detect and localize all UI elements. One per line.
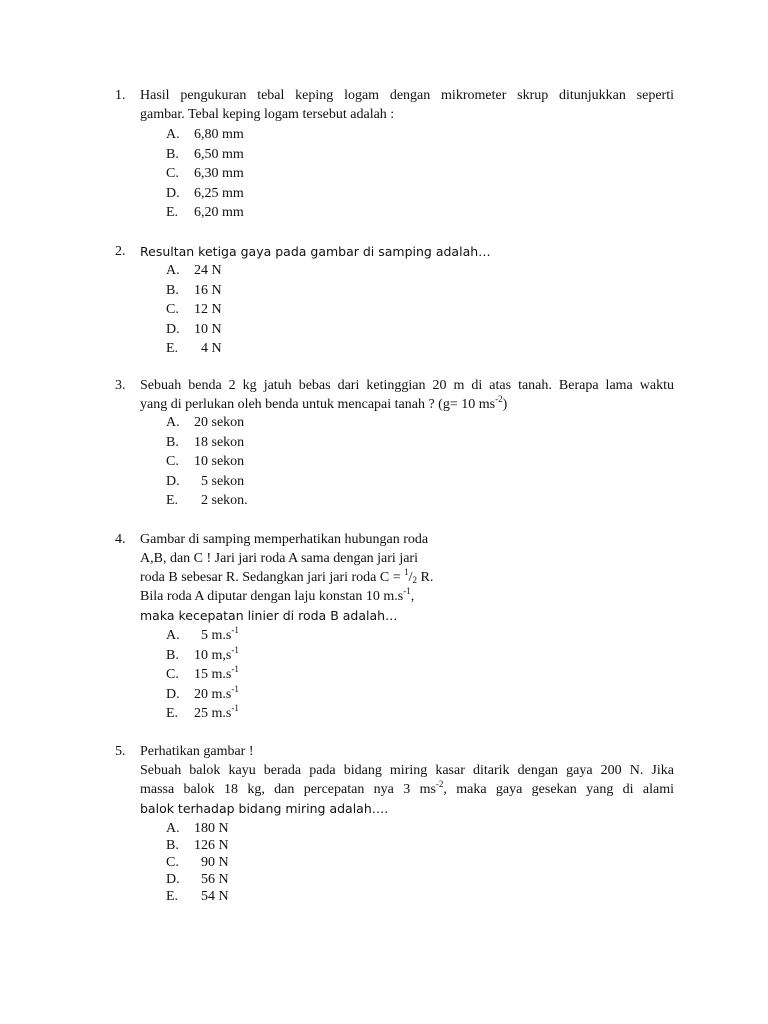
stem-line: balok terhadap bidang miring adalah…. bbox=[140, 801, 389, 816]
stem-line: massa balok 18 kg, dan percepatan nya 3 $ms^{-2}$, maka gaya gesekan yang di alami bbox=[140, 779, 674, 797]
stem-line: Sebuah benda 2 kg jatuh bebas dari ketinggian 20 m di atas tanah. Berapa lama waktu bbox=[140, 378, 674, 393]
question-stem bbox=[140, 742, 674, 818]
question-number: 5. bbox=[115, 744, 126, 759]
stem-line: maka kecepatan linier di roda B adalah… bbox=[140, 608, 398, 623]
stem-line: gambar. Tebal keping logam tersebut adalah : bbox=[140, 107, 395, 122]
question-stem bbox=[140, 530, 480, 625]
question-number: 2. bbox=[115, 244, 126, 259]
stem-line: Sebuah balok kayu berada pada bidang miring kasar ditarik dengan gaya 200 N. Jika bbox=[140, 763, 674, 778]
question-number: 3. bbox=[115, 378, 126, 393]
stem-line: Hasil pengukuran tebal keping logam dengan mikrometer skrup ditunjukkan seperti bbox=[140, 88, 674, 103]
stem-line: yang di perlukan oleh benda untuk mencapai tanah ? (g= 10 $ms^{-2}$) bbox=[140, 394, 508, 412]
question-stem bbox=[140, 86, 674, 124]
stem-line: Perhatikan gambar ! bbox=[140, 744, 254, 759]
question-stem bbox=[140, 376, 674, 414]
question-stem bbox=[140, 242, 674, 261]
stem-line: Gambar di samping memperhatikan hubungan roda bbox=[140, 532, 429, 547]
stem-line: A,B, dan C ! Jari jari roda A sama dengan jari jari bbox=[140, 551, 418, 566]
stem-line: roda B sebesar R. Sedangkan jari jari roda $C = ^1/_2$ R. bbox=[140, 567, 434, 585]
question-number: 4. bbox=[115, 532, 126, 547]
stem-line: Resultan ketiga gaya pada gambar di samping adalah… bbox=[140, 244, 491, 259]
stem-line: Bila roda A diputar dengan laju konstan 10 $m.s^{-1}$, bbox=[140, 586, 415, 604]
question-number: 1. bbox=[115, 88, 126, 103]
document-page: 1. Hasil pengukuran tebal keping logam dengan mikrometer skrup ditunjukkan seperti gambar. Tebal keping logam tersebut adalah : A. 6,80 mm B. 6,50 mm C. 6,30 mm D. 6,25 mm E. 6,20 mm 2. Resultan ketiga gaya pada gambar di samping adalah… A. 24 N B. 16 N C. 12 N D. 10 N E. 4 N 3. Sebuah benda 2 kg jatuh bebas dari ketinggian 20 m di atas tanah. Berapa lama waktu yang di perlukan oleh benda untuk mencapai tanah ? (g= 10 $ms^{-2}$) A. 20 sekon B. 18 sekon C. 10 sekon D. 5 sekon E. 2 sekon. 4. Gambar di samping memperhatikan hubungan roda A,B, dan C ! Jari jari roda A sama dengan jari jari roda B sebesar R. Sedangkan jari jari roda $C = ^1/_2$ R. Bila roda A diputar dengan laju konstan 10 $m.s^{-1}$, maka kecepatan linier di roda B adalah… A. 5 $m.s^{-1}$ B. 10 $m,s^{-1}$ C. 15 $m.s^{-1}$ D. 20 $m.s^{-1}$ E. 25 $m.s^{-1}$ 5. Perhatikan gambar ! Sebuah balok kayu berada pada bidang miring kasar ditarik dengan gaya 200 N. Jika massa balok 18 kg, dan percepatan nya 3 $ms^{-2}$, maka gaya gesekan yang di alami balok terhadap bidang miring adalah…. A. 180 N B. 126 N C. 90 N D. 56 N E. 54 N bbox=[115, 88, 674, 904]
